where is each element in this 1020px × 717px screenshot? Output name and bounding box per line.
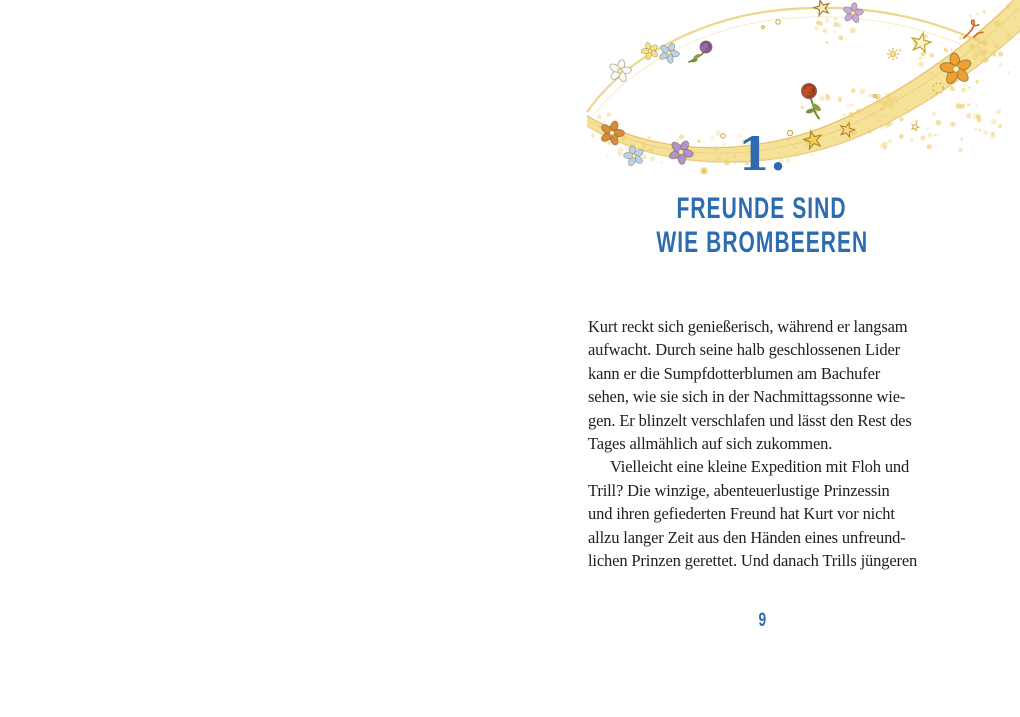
chapter-number: 1. — [737, 127, 787, 181]
lilac-flower — [841, 1, 866, 25]
chapter-title-line-2: WIE BROMBEEREN — [656, 226, 868, 259]
chapter-title-line-1: FREUNDE SIND — [676, 192, 848, 225]
body-text-line: lichen Prinzen gerettet. Und danach Trills jüngeren — [588, 550, 918, 570]
body-text — [588, 315, 940, 572]
body-text-line: Vielleicht eine kleine Expedition mit Floh und — [610, 457, 910, 477]
body-text-line: und ihren gefiederten Freund hat Kurt vor nicht — [588, 504, 895, 524]
white-flower — [606, 57, 634, 84]
body-text-line: allzu langer Zeit aus den Händen eines unfreund- — [588, 527, 906, 547]
body-text-line: kann er die Sumpfdotterblumen am Bachufer — [588, 363, 881, 383]
body-text-line: Trill? Die winzige, abenteuerlustige Prinzessin — [588, 480, 890, 500]
purple-rose — [689, 41, 712, 63]
body-text-line: gen. Er blinzelt verschlafen und lässt den Rest des — [588, 410, 912, 430]
red-rose — [802, 84, 823, 119]
page-number: 9 — [758, 610, 766, 631]
sun-sparkle — [887, 48, 899, 60]
chapter-title — [585, 192, 939, 260]
body-text-line: sehen, wie sie sich in der Nachmittagssonne wie- — [588, 387, 906, 407]
body-text-line: Tages allmählich auf sich zukommen. — [588, 433, 833, 453]
body-text-line: aufwacht. Durch seine halb geschlossenen Lider — [588, 340, 900, 360]
body-text-line: Kurt reckt sich genießerisch, während er langsam — [588, 317, 908, 336]
